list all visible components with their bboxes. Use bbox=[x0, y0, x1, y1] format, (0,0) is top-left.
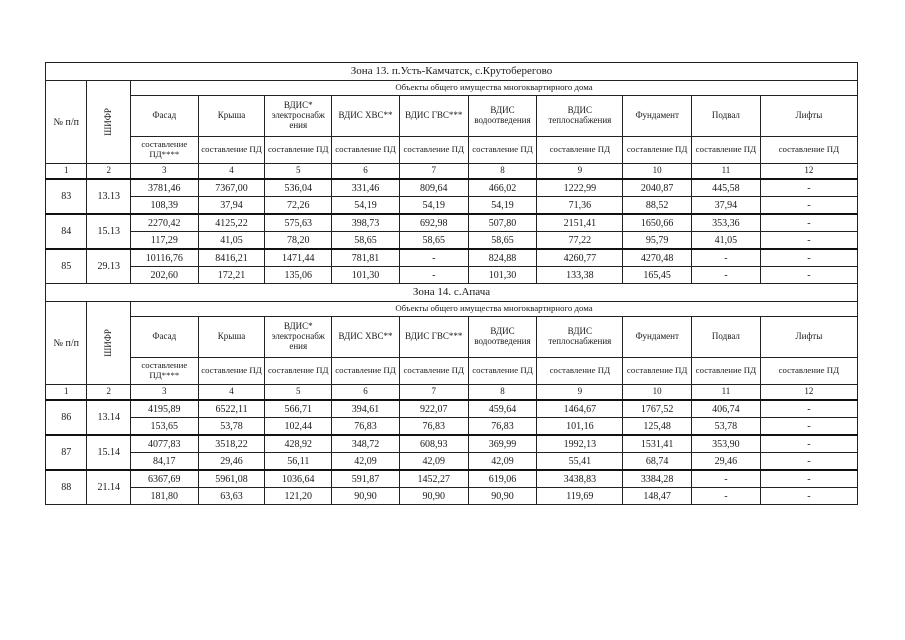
pd-value: 121,20 bbox=[265, 488, 332, 505]
table-row bbox=[46, 267, 858, 284]
pd-value: 125,48 bbox=[623, 418, 692, 436]
cost-value: - bbox=[692, 470, 761, 488]
header-group-row bbox=[46, 302, 858, 317]
cost-value: 398,73 bbox=[332, 214, 400, 232]
row-number: 86 bbox=[46, 400, 87, 435]
column-header: ВДИС ГВС*** bbox=[399, 317, 468, 358]
pd-value: 181,80 bbox=[130, 488, 198, 505]
pd-value: - bbox=[692, 267, 761, 284]
column-subheader: составление ПД**** bbox=[130, 137, 198, 164]
pd-value: 102,44 bbox=[265, 418, 332, 436]
pd-value: 42,09 bbox=[399, 453, 468, 471]
column-subheader: составление ПД bbox=[399, 137, 468, 164]
cost-value: 1531,41 bbox=[623, 435, 692, 453]
column-index: 8 bbox=[468, 385, 537, 401]
cost-value: - bbox=[760, 470, 857, 488]
cost-value: 10116,76 bbox=[130, 249, 198, 267]
table-row bbox=[46, 197, 858, 215]
column-header: ВДИС ГВС*** bbox=[399, 96, 468, 137]
row-shifr: 13.13 bbox=[87, 179, 130, 214]
pd-value: 54,19 bbox=[399, 197, 468, 215]
table-row bbox=[46, 453, 858, 471]
column-subheader: составление ПД bbox=[537, 137, 623, 164]
pd-value: - bbox=[760, 488, 857, 505]
table-row bbox=[46, 435, 858, 453]
pd-value: 37,94 bbox=[198, 197, 265, 215]
cost-value: 1036,64 bbox=[265, 470, 332, 488]
column-subheader: составление ПД bbox=[198, 358, 265, 385]
subheader-row bbox=[46, 137, 858, 164]
column-index: 6 bbox=[332, 164, 400, 180]
column-index: 10 bbox=[623, 385, 692, 401]
group-header: Объекты общего имущества многоквартирного дома bbox=[130, 302, 857, 317]
pd-value: 101,30 bbox=[468, 267, 537, 284]
pd-value: 76,83 bbox=[468, 418, 537, 436]
cost-value: 809,64 bbox=[399, 179, 468, 197]
cost-value: 619,06 bbox=[468, 470, 537, 488]
column-subheader: составление ПД bbox=[623, 358, 692, 385]
pd-value: 95,79 bbox=[623, 232, 692, 250]
column-header: Подвал bbox=[692, 317, 761, 358]
cost-value: 566,71 bbox=[265, 400, 332, 418]
cost-value: 4270,48 bbox=[623, 249, 692, 267]
cost-value: 353,36 bbox=[692, 214, 761, 232]
cost-value: 824,88 bbox=[468, 249, 537, 267]
table-body bbox=[46, 63, 858, 505]
cost-value: 4260,77 bbox=[537, 249, 623, 267]
pd-value: 84,17 bbox=[130, 453, 198, 471]
cost-value: - bbox=[760, 400, 857, 418]
pd-value: 58,65 bbox=[468, 232, 537, 250]
cost-value: - bbox=[692, 249, 761, 267]
column-subheader: составление ПД bbox=[468, 358, 537, 385]
col-shifr-header bbox=[87, 302, 130, 385]
column-index: 11 bbox=[692, 385, 761, 401]
pd-value: 172,21 bbox=[198, 267, 265, 284]
pd-value: 101,16 bbox=[537, 418, 623, 436]
cost-value: 348,72 bbox=[332, 435, 400, 453]
cost-value: 591,87 bbox=[332, 470, 400, 488]
index-row bbox=[46, 164, 858, 180]
col-np-header: № п/п bbox=[46, 81, 87, 164]
cost-value: 1650,66 bbox=[623, 214, 692, 232]
pd-value: - bbox=[760, 197, 857, 215]
cost-value: 608,93 bbox=[399, 435, 468, 453]
cost-value: 406,74 bbox=[692, 400, 761, 418]
pd-value: 133,38 bbox=[537, 267, 623, 284]
pd-value: 72,26 bbox=[265, 197, 332, 215]
row-shifr: 15.13 bbox=[87, 214, 130, 249]
column-subheader: составление ПД bbox=[623, 137, 692, 164]
cost-value: 466,02 bbox=[468, 179, 537, 197]
pd-value: 29,46 bbox=[692, 453, 761, 471]
cost-value: 7367,00 bbox=[198, 179, 265, 197]
column-header: ВДИС теплоснабжения bbox=[537, 96, 623, 137]
cost-value: 2151,41 bbox=[537, 214, 623, 232]
column-names-row bbox=[46, 317, 858, 358]
column-subheader: составление ПД bbox=[760, 358, 857, 385]
pd-value: 37,94 bbox=[692, 197, 761, 215]
cost-value: 353,90 bbox=[692, 435, 761, 453]
cost-value: 781,81 bbox=[332, 249, 400, 267]
column-index: 12 bbox=[760, 164, 857, 180]
column-index: 1 bbox=[46, 385, 87, 401]
cost-value: 692,98 bbox=[399, 214, 468, 232]
pd-value: 165,45 bbox=[623, 267, 692, 284]
column-subheader: составление ПД bbox=[399, 358, 468, 385]
column-index: 2 bbox=[87, 164, 130, 180]
pd-value: 90,90 bbox=[332, 488, 400, 505]
pd-value: 56,11 bbox=[265, 453, 332, 471]
column-subheader: составление ПД bbox=[692, 137, 761, 164]
column-header: Лифты bbox=[760, 96, 857, 137]
column-index: 7 bbox=[399, 164, 468, 180]
pd-value: 101,30 bbox=[332, 267, 400, 284]
cost-value: 2270,42 bbox=[130, 214, 198, 232]
cost-value: - bbox=[760, 214, 857, 232]
shifr-label: ШИФР bbox=[102, 107, 113, 136]
column-header: Подвал bbox=[692, 96, 761, 137]
pd-value: - bbox=[399, 267, 468, 284]
column-header: ВДИС* электроснабж ения bbox=[265, 317, 332, 358]
cost-value: 507,80 bbox=[468, 214, 537, 232]
cost-value: 922,07 bbox=[399, 400, 468, 418]
row-number: 83 bbox=[46, 179, 87, 214]
pd-value: 76,83 bbox=[332, 418, 400, 436]
cost-value: 1767,52 bbox=[623, 400, 692, 418]
column-subheader: составление ПД bbox=[468, 137, 537, 164]
column-header: ВДИС* электроснабж ения bbox=[265, 96, 332, 137]
pd-value: 135,06 bbox=[265, 267, 332, 284]
cost-value: 3518,22 bbox=[198, 435, 265, 453]
zone-title: Зона 13. п.Усть-Камчатск, с.Крутоберегово bbox=[46, 63, 858, 81]
column-index: 5 bbox=[265, 164, 332, 180]
cost-value: 331,46 bbox=[332, 179, 400, 197]
column-index: 11 bbox=[692, 164, 761, 180]
pd-value: 54,19 bbox=[332, 197, 400, 215]
column-index: 3 bbox=[130, 164, 198, 180]
pd-value: 58,65 bbox=[332, 232, 400, 250]
column-header: Фасад bbox=[130, 317, 198, 358]
cost-value: 575,63 bbox=[265, 214, 332, 232]
pd-value: 41,05 bbox=[692, 232, 761, 250]
cost-value: 1471,44 bbox=[265, 249, 332, 267]
cost-table bbox=[45, 62, 858, 505]
column-index: 6 bbox=[332, 385, 400, 401]
cost-value: - bbox=[760, 249, 857, 267]
column-index: 12 bbox=[760, 385, 857, 401]
table-row bbox=[46, 470, 858, 488]
pd-value: 53,78 bbox=[198, 418, 265, 436]
subheader-row bbox=[46, 358, 858, 385]
pd-value: 63,63 bbox=[198, 488, 265, 505]
pd-value: 119,69 bbox=[537, 488, 623, 505]
column-header: Фундамент bbox=[623, 317, 692, 358]
column-index: 3 bbox=[130, 385, 198, 401]
column-header: Фундамент bbox=[623, 96, 692, 137]
col-np-header: № п/п bbox=[46, 302, 87, 385]
header-group-row bbox=[46, 81, 858, 96]
cost-value: 428,92 bbox=[265, 435, 332, 453]
column-header: Крыша bbox=[198, 317, 265, 358]
column-index: 1 bbox=[46, 164, 87, 180]
column-header: Крыша bbox=[198, 96, 265, 137]
cost-value: - bbox=[399, 249, 468, 267]
row-shifr: 13.14 bbox=[87, 400, 130, 435]
pd-value: 78,20 bbox=[265, 232, 332, 250]
pd-value: 153,65 bbox=[130, 418, 198, 436]
column-header: ВДИС водоотведения bbox=[468, 96, 537, 137]
shifr-label: ШИФР bbox=[102, 328, 113, 357]
row-number: 87 bbox=[46, 435, 87, 470]
pd-value: 77,22 bbox=[537, 232, 623, 250]
pd-value: - bbox=[760, 267, 857, 284]
cost-value: 394,61 bbox=[332, 400, 400, 418]
pd-value: 88,52 bbox=[623, 197, 692, 215]
column-header: Лифты bbox=[760, 317, 857, 358]
cost-value: 1222,99 bbox=[537, 179, 623, 197]
cost-value: 1992,13 bbox=[537, 435, 623, 453]
column-index: 10 bbox=[623, 164, 692, 180]
table-row bbox=[46, 249, 858, 267]
column-subheader: составление ПД bbox=[198, 137, 265, 164]
cost-value: 4125,22 bbox=[198, 214, 265, 232]
col-shifr-header bbox=[87, 81, 130, 164]
row-shifr: 15.14 bbox=[87, 435, 130, 470]
pd-value: 58,65 bbox=[399, 232, 468, 250]
zone-title: Зона 14. с.Апача bbox=[46, 284, 858, 302]
cost-value: 4077,83 bbox=[130, 435, 198, 453]
column-subheader: составление ПД bbox=[760, 137, 857, 164]
pd-value: - bbox=[692, 488, 761, 505]
column-header: ВДИС теплоснабжения bbox=[537, 317, 623, 358]
pd-value: 42,09 bbox=[332, 453, 400, 471]
cost-value: 369,99 bbox=[468, 435, 537, 453]
table-row bbox=[46, 214, 858, 232]
column-header: ВДИС ХВС** bbox=[332, 96, 400, 137]
column-subheader: составление ПД**** bbox=[130, 358, 198, 385]
table-row bbox=[46, 232, 858, 250]
column-index: 8 bbox=[468, 164, 537, 180]
table-row bbox=[46, 488, 858, 505]
pd-value: - bbox=[760, 232, 857, 250]
pd-value: 90,90 bbox=[399, 488, 468, 505]
pd-value: 76,83 bbox=[399, 418, 468, 436]
pd-value: 90,90 bbox=[468, 488, 537, 505]
cost-value: 6522,11 bbox=[198, 400, 265, 418]
pd-value: 117,29 bbox=[130, 232, 198, 250]
document-sheet bbox=[45, 62, 858, 505]
table-row bbox=[46, 400, 858, 418]
column-subheader: составление ПД bbox=[692, 358, 761, 385]
zone-title-row bbox=[46, 63, 858, 81]
pd-value: 42,09 bbox=[468, 453, 537, 471]
row-number: 84 bbox=[46, 214, 87, 249]
row-shifr: 21.14 bbox=[87, 470, 130, 505]
column-header: ВДИС водоотведения bbox=[468, 317, 537, 358]
row-number: 88 bbox=[46, 470, 87, 505]
cost-value: 459,64 bbox=[468, 400, 537, 418]
row-number: 85 bbox=[46, 249, 87, 284]
column-index: 5 bbox=[265, 385, 332, 401]
cost-value: - bbox=[760, 435, 857, 453]
column-index: 2 bbox=[87, 385, 130, 401]
column-index: 4 bbox=[198, 164, 265, 180]
table-row bbox=[46, 179, 858, 197]
row-shifr: 29.13 bbox=[87, 249, 130, 284]
column-subheader: составление ПД bbox=[265, 358, 332, 385]
column-index: 4 bbox=[198, 385, 265, 401]
cost-value: - bbox=[760, 179, 857, 197]
cost-value: 3384,28 bbox=[623, 470, 692, 488]
cost-value: 1452,27 bbox=[399, 470, 468, 488]
column-subheader: составление ПД bbox=[332, 358, 400, 385]
cost-value: 4195,89 bbox=[130, 400, 198, 418]
cost-value: 445,58 bbox=[692, 179, 761, 197]
column-subheader: составление ПД bbox=[265, 137, 332, 164]
column-index: 9 bbox=[537, 164, 623, 180]
pd-value: - bbox=[760, 418, 857, 436]
cost-value: 1464,67 bbox=[537, 400, 623, 418]
index-row bbox=[46, 385, 858, 401]
cost-value: 2040,87 bbox=[623, 179, 692, 197]
group-header: Объекты общего имущества многоквартирного дома bbox=[130, 81, 857, 96]
pd-value: 71,36 bbox=[537, 197, 623, 215]
column-header: ВДИС ХВС** bbox=[332, 317, 400, 358]
pd-value: 54,19 bbox=[468, 197, 537, 215]
pd-value: 41,05 bbox=[198, 232, 265, 250]
zone-title-row bbox=[46, 284, 858, 302]
column-index: 9 bbox=[537, 385, 623, 401]
pd-value: - bbox=[760, 453, 857, 471]
cost-value: 3781,46 bbox=[130, 179, 198, 197]
pd-value: 148,47 bbox=[623, 488, 692, 505]
pd-value: 202,60 bbox=[130, 267, 198, 284]
cost-value: 3438,83 bbox=[537, 470, 623, 488]
cost-value: 5961,08 bbox=[198, 470, 265, 488]
pd-value: 108,39 bbox=[130, 197, 198, 215]
pd-value: 53,78 bbox=[692, 418, 761, 436]
pd-value: 55,41 bbox=[537, 453, 623, 471]
pd-value: 29,46 bbox=[198, 453, 265, 471]
cost-value: 8416,21 bbox=[198, 249, 265, 267]
column-index: 7 bbox=[399, 385, 468, 401]
column-subheader: составление ПД bbox=[537, 358, 623, 385]
cost-value: 6367,69 bbox=[130, 470, 198, 488]
column-names-row bbox=[46, 96, 858, 137]
column-subheader: составление ПД bbox=[332, 137, 400, 164]
column-header: Фасад bbox=[130, 96, 198, 137]
cost-value: 536,04 bbox=[265, 179, 332, 197]
pd-value: 68,74 bbox=[623, 453, 692, 471]
table-row bbox=[46, 418, 858, 436]
